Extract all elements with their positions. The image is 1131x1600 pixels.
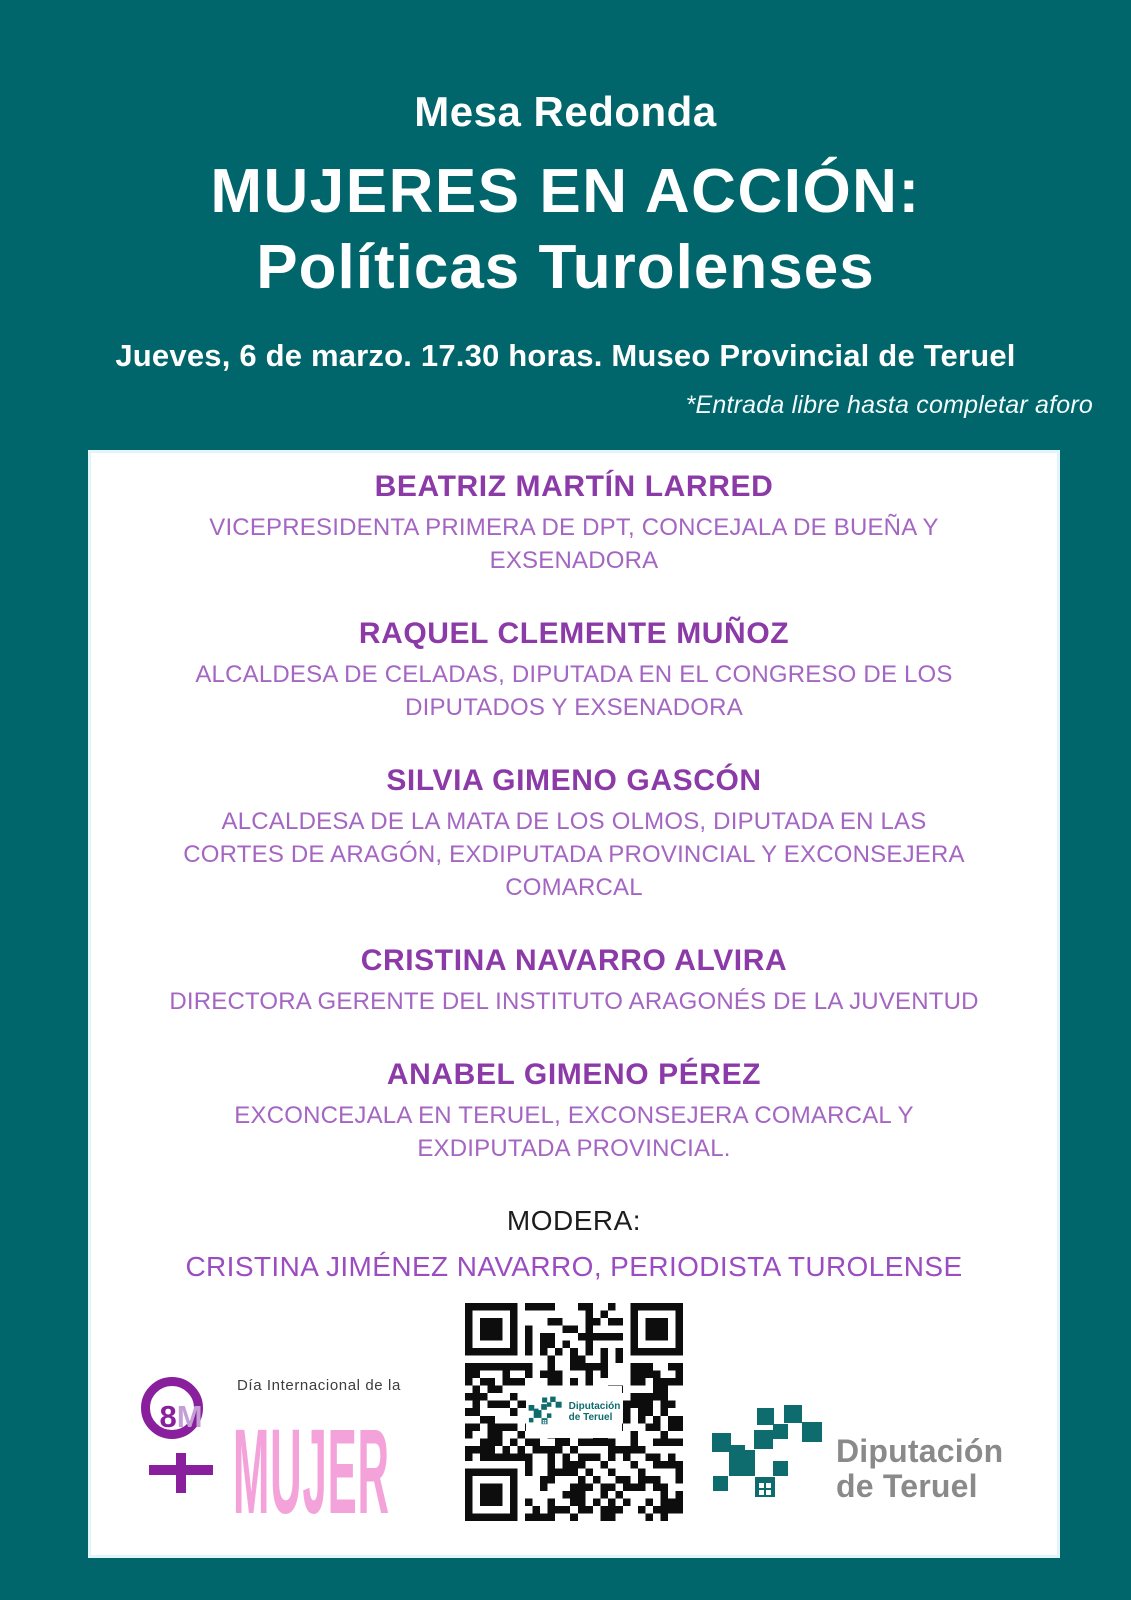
qr-center-logo: [526, 1386, 622, 1438]
dpt-mosaic-icon-mini: [528, 1396, 564, 1428]
qr-logo-line2: de Teruel: [568, 1412, 613, 1423]
moderator-name: CRISTINA JIMÉNEZ NAVARRO, PERIODISTA TUROLENSE: [185, 1251, 963, 1282]
mujer-wordmark: MUJER: [233, 1403, 390, 1539]
speakers-list: [91, 453, 1057, 1165]
speaker-role: EXCONCEJALA EN TERUEL, EXCONSEJERA COMARCAL Y EXDIPUTADA PROVINCIAL.: [234, 1102, 914, 1162]
womens-day-8m-logo: [127, 1333, 507, 1543]
poster-kicker: Mesa Redonda: [414, 88, 717, 135]
speaker-entry: [91, 470, 1057, 577]
speaker-entry: [91, 764, 1057, 904]
speaker-entry: [91, 1058, 1057, 1165]
badge-8m: [141, 1377, 221, 1457]
speaker-name: SILVIA GIMENO GASCÓN: [386, 764, 762, 797]
speaker-role: ALCALDESA DE LA MATA DE LOS OLMOS, DIPUTADA EN LAS CORTES DE ARAGÓN, EXDIPUTADA PROVINCIAL Y EXCONSEJERA COMARCAL: [183, 808, 965, 901]
speaker-role: DIRECTORA GERENTE DEL INSTITUTO ARAGONÉS DE LA JUVENTUD: [169, 988, 979, 1015]
badge-8: 8: [159, 1399, 177, 1434]
event-datetime-venue: Jueves, 6 de marzo. 17.30 horas. Museo Provincial de Teruel: [115, 338, 1016, 373]
moderator-label: MODERA:: [506, 1205, 642, 1236]
moderator-block: [91, 1205, 1057, 1283]
poster-title-line1: MUJERES EN ACCIÓN:: [210, 157, 921, 226]
speakers-card: [88, 450, 1060, 1558]
free-entry-note: *Entrada libre hasta completar aforo: [685, 391, 1093, 419]
speaker-entry: [91, 944, 1057, 1018]
dpt-mosaic-icon: [710, 1403, 830, 1503]
womens-day-tagline: Día Internacional de la: [237, 1377, 401, 1394]
dpt-logo-line2: de Teruel: [836, 1468, 978, 1504]
dpt-logo-line1: Diputación: [836, 1433, 1004, 1469]
speaker-name: CRISTINA NAVARRO ALVIRA: [360, 944, 788, 977]
qr-logo-line1: Diputación: [568, 1401, 621, 1412]
speaker-name: RAQUEL CLEMENTE MUÑOZ: [358, 617, 790, 650]
speaker-name: BEATRIZ MARTÍN LARRED: [374, 470, 774, 503]
speaker-entry: [91, 617, 1057, 724]
speaker-name: ANABEL GIMENO PÉREZ: [386, 1058, 762, 1091]
diputacion-teruel-logo: [688, 1378, 1033, 1553]
speaker-role: VICEPRESIDENTA PRIMERA DE DPT, CONCEJALA DE BUEÑA Y EXSENADORA: [209, 514, 939, 574]
venus-symbol-crossbar: [149, 1465, 213, 1475]
qr-code: [465, 1303, 683, 1521]
badge-m: M: [176, 1399, 203, 1434]
poster-title-line2: Políticas Turolenses: [256, 233, 875, 302]
speaker-role: ALCALDESA DE CELADAS, DIPUTADA EN EL CONGRESO DE LOS DIPUTADOS Y EXSENADORA: [195, 661, 953, 721]
